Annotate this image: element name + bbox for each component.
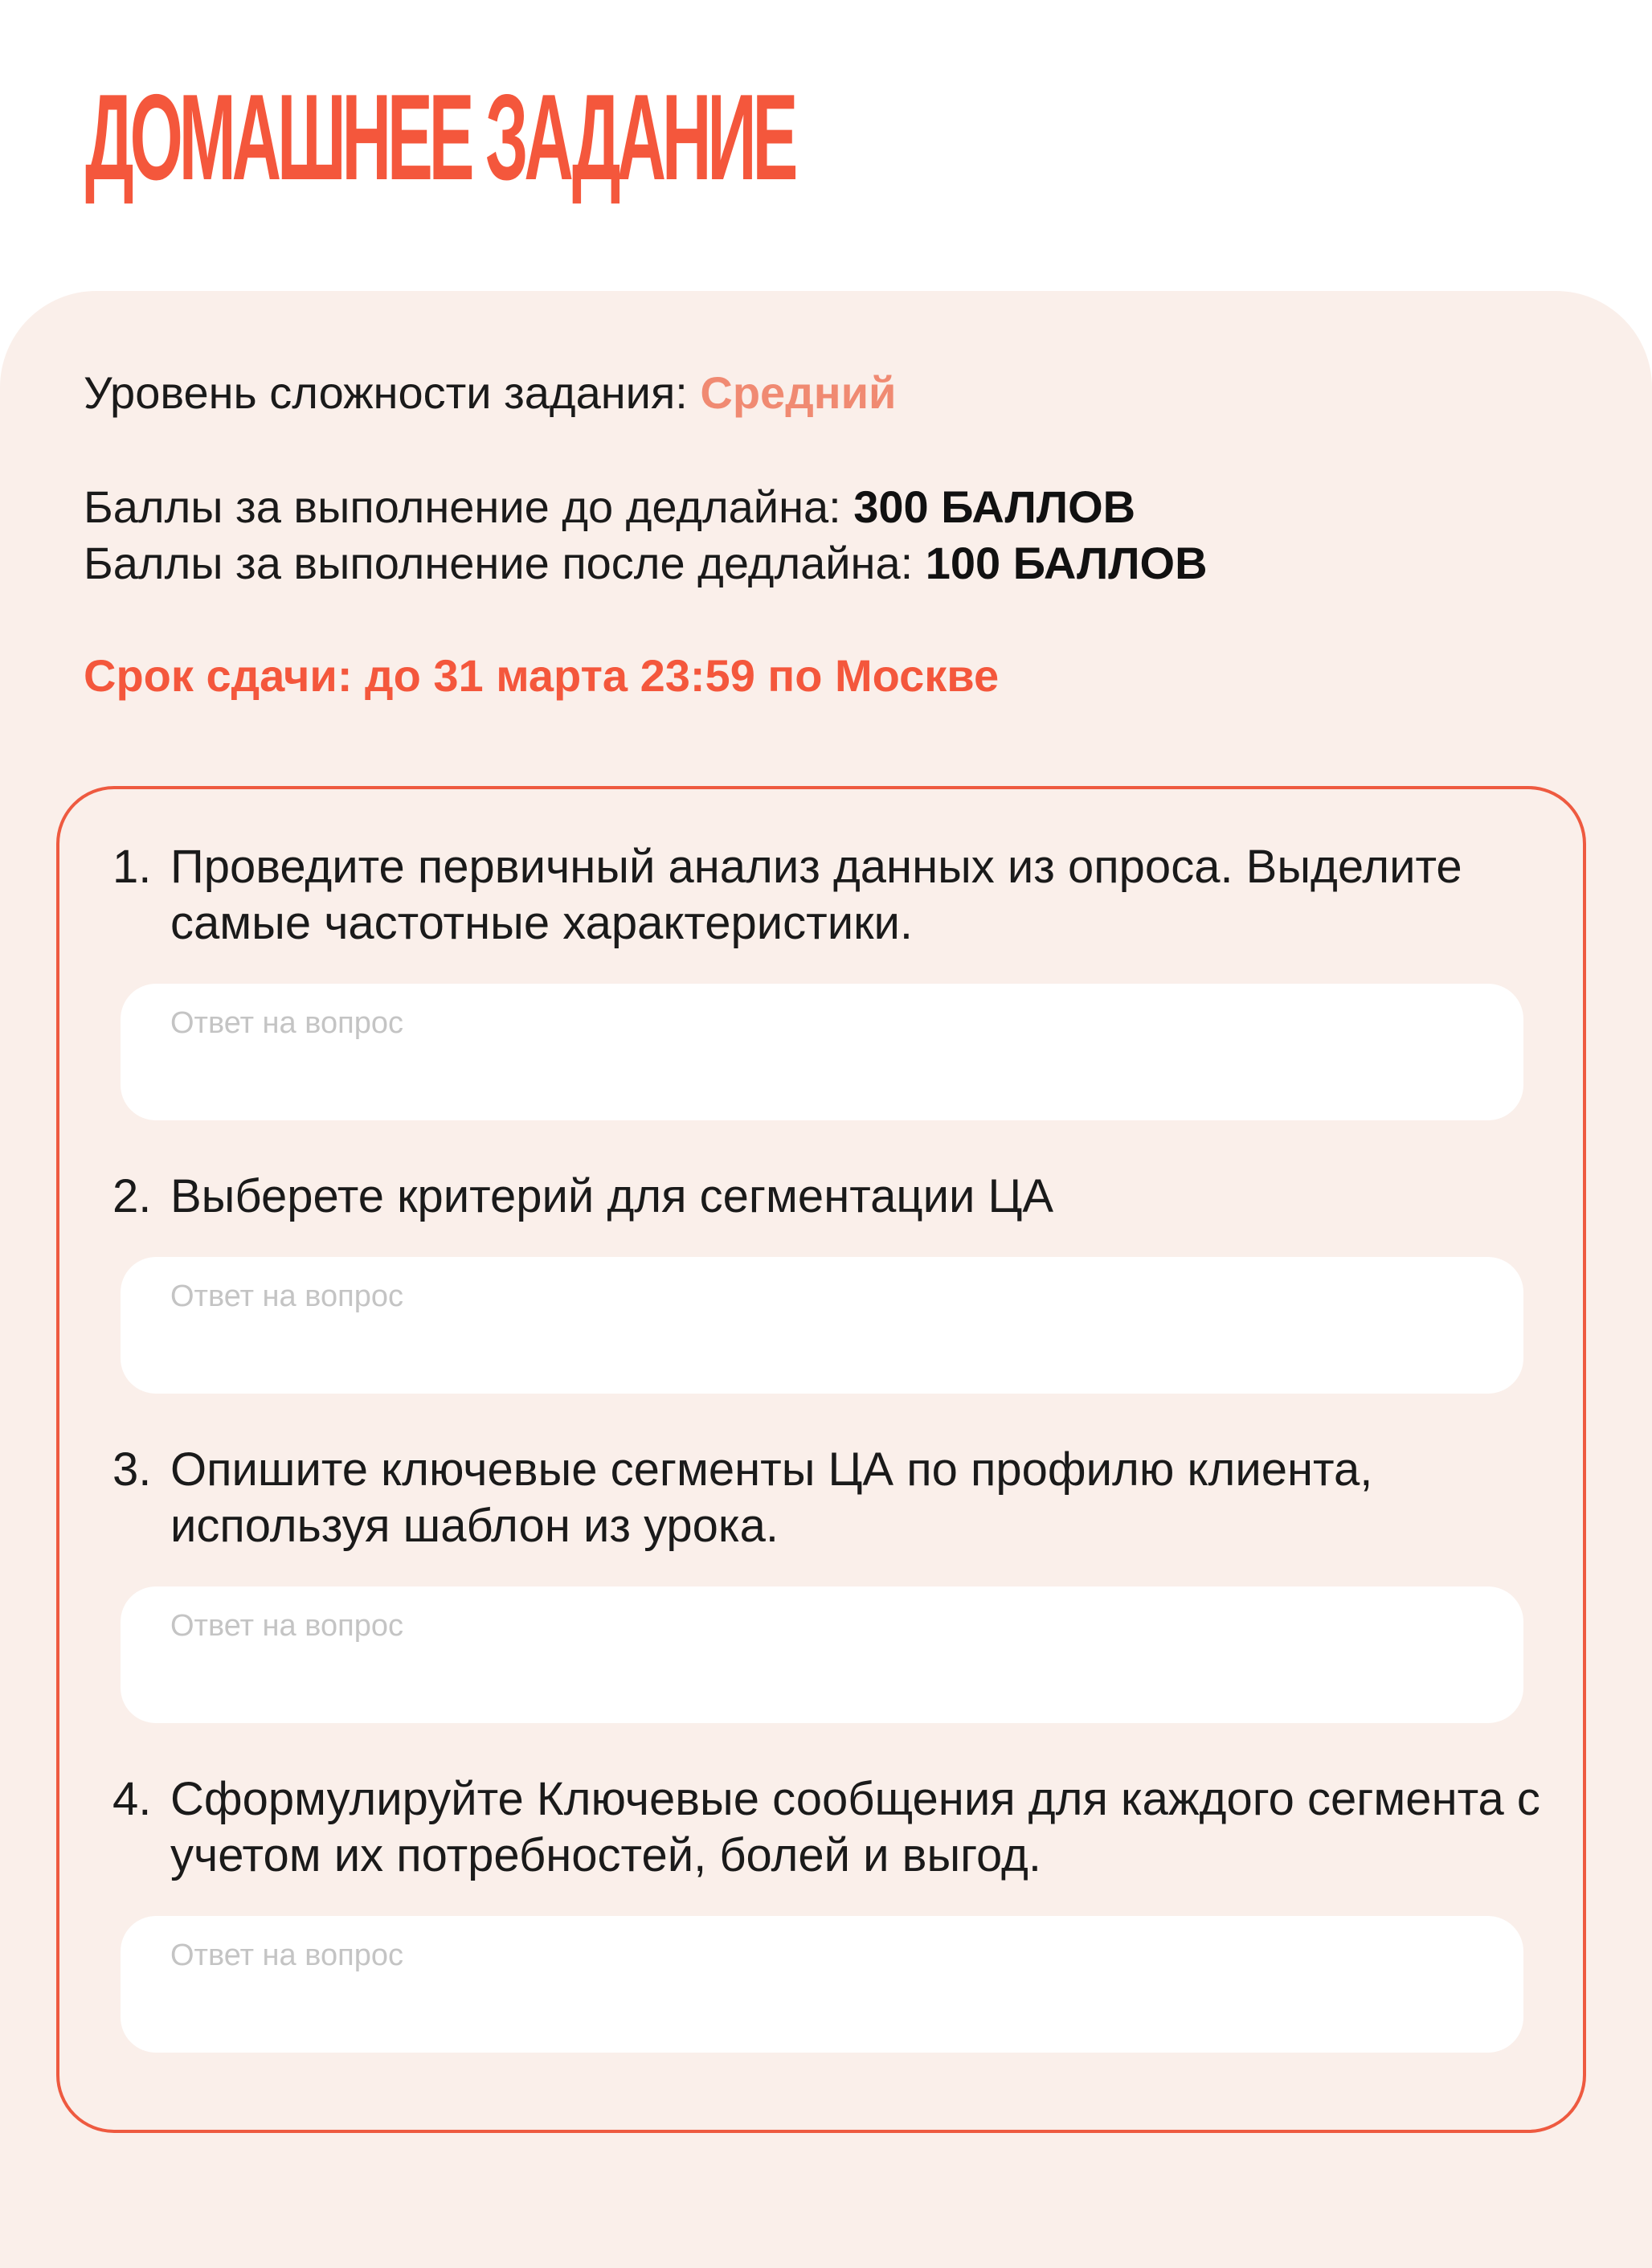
answer-field-1[interactable] [121,984,1523,1120]
question-text: Сформулируйте Ключевые сообщения для каждого сегмента с учетом их потребностей, болей и выгод. [170,1773,1540,1881]
points-before-deadline-line [84,479,1135,535]
points-before-value: 300 БАЛЛОВ [853,481,1136,532]
question-number: 3. [112,1443,152,1496]
question-4 [112,1771,1575,1884]
difficulty-value: Средний [700,367,897,418]
question-2 [112,1169,1575,1225]
answer-field-2[interactable] [121,1257,1523,1394]
question-3 [112,1442,1575,1554]
points-after-label: Баллы за выполнение после дедлайна: [84,538,926,588]
question-number: 2. [112,1170,152,1222]
points-after-value: 100 БАЛЛОВ [925,538,1208,588]
page-title: ДОМАШНЕЕ ЗАДАНИЕ [85,69,795,206]
question-text: Выберете критерий для сегментации ЦА [170,1170,1054,1222]
question-text: Проведите первичный анализ данных из опроса. Выделите самые частотные характеристики. [170,841,1462,949]
points-after-deadline-line [84,535,1208,592]
answer-field-3[interactable] [121,1586,1523,1723]
answer-field-4[interactable] [121,1916,1523,2053]
question-text: Опишите ключевые сегменты ЦА по профилю клиента, используя шаблон из урока. [170,1443,1373,1552]
points-before-label: Баллы за выполнение до дедлайна: [84,481,854,532]
difficulty-line [84,365,896,421]
question-1 [112,839,1575,952]
deadline-text: Срок сдачи: до 31 марта 23:59 по Москве [84,650,1000,701]
question-number: 4. [112,1773,152,1825]
question-number: 1. [112,841,152,893]
difficulty-label: Уровень сложности задания: [84,367,701,418]
